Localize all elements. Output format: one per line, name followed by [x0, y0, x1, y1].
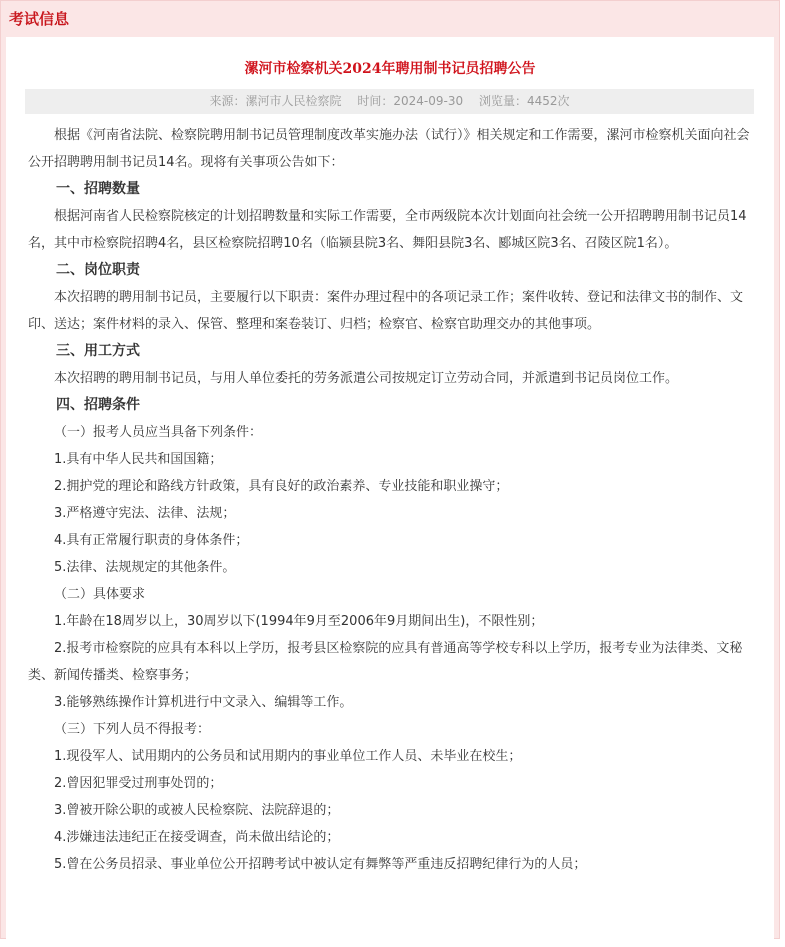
paragraph: 5.法律、法规规定的其他条件。 — [54, 560, 236, 575]
article-time: 时间：2024-09-30 — [357, 94, 464, 108]
paragraph: 1.年龄在18周岁以上，30周岁以下(1994年9月至2006年9月期间出生)，不限性别； — [54, 614, 544, 629]
article-source: 来源：漯河市人民检察院 — [209, 94, 342, 108]
paragraph: 3.能够熟练操作计算机进行中文录入、编辑等工作。 — [54, 695, 353, 710]
article-body — [6, 114, 774, 878]
section-heading: 一、招聘数量 — [56, 181, 140, 197]
section-heading: 四、招聘条件 — [56, 397, 140, 413]
section-heading: 三、用工方式 — [56, 343, 140, 359]
paragraph: （三）下列人员不得报考： — [54, 722, 211, 737]
paragraph: 2.报考市检察院的应具有本科以上学历，报考县区检察院的应具有普通高等学校专科以上学历，报考专业为法律类、文秘类、新闻传播类、检察事务； — [28, 641, 743, 683]
paragraph: 本次招聘的聘用制书记员，主要履行以下职责：案件办理过程中的各项记录工作；案件收转、登记和法律文书的制作、文印、送达；案件材料的录入、保管、整理和案卷装订、归档；检察官、检察官助理交办的其他事项。 — [28, 290, 744, 332]
paragraph: 1.具有中华人民共和国国籍； — [54, 452, 223, 467]
paragraph: 5.曾在公务员招录、事业单位公开招聘考试中被认定有舞弊等严重违反招聘纪律行为的人员； — [54, 857, 587, 872]
article-card — [6, 37, 774, 947]
paragraph: 3.严格遵守宪法、法律、法规； — [54, 506, 236, 521]
paragraph: 3.曾被开除公职的或被人民检察院、法院辞退的； — [54, 803, 340, 818]
paragraph: （二）具体要求 — [54, 587, 146, 602]
paragraph: 2.曾因犯罪受过刑事处罚的； — [54, 776, 223, 791]
paragraph: 4.具有正常履行职责的身体条件； — [54, 533, 249, 548]
paragraph: 2.拥护党的理论和路线方针政策，具有良好的政治素养、专业技能和职业操守； — [54, 479, 509, 494]
paragraph: （一）报考人员应当具备下列条件： — [54, 425, 263, 440]
section-heading: 二、岗位职责 — [56, 262, 140, 278]
article-meta — [25, 89, 754, 114]
article-title: 漯河市检察机关2024年聘用制书记员招聘公告 — [244, 61, 536, 77]
paragraph: 1.现役军人、试用期内的公务员和试用期内的事业单位工作人员、未毕业在校生； — [54, 749, 522, 764]
paragraph: 本次招聘的聘用制书记员，与用人单位委托的劳务派遣公司按规定订立劳动合同，并派遣到书记员岗位工作。 — [54, 371, 679, 386]
section-title: 考试信息 — [9, 10, 70, 28]
paragraph: 根据《河南省法院、检察院聘用制书记员管理制度改革实施办法（试行）》相关规定和工作需要，漯河市检察机关面向社会公开招聘聘用制书记员14名。现将有关事项公告如下： — [28, 128, 750, 170]
paragraph: 4.涉嫌违法违纪正在接受调查，尚未做出结论的； — [54, 830, 340, 845]
article-views: 浏览量：4452次 — [478, 94, 570, 108]
paragraph: 根据河南省人民检察院核定的计划招聘数量和实际工作需要，全市两级院本次计划面向社会统一公开招聘聘用制书记员14名，其中市检察院招聘4名，县区检察院招聘10名（临颍县院3名、舞阳县院3名、郾城区院3名、召陵区院1名）。 — [28, 209, 747, 251]
